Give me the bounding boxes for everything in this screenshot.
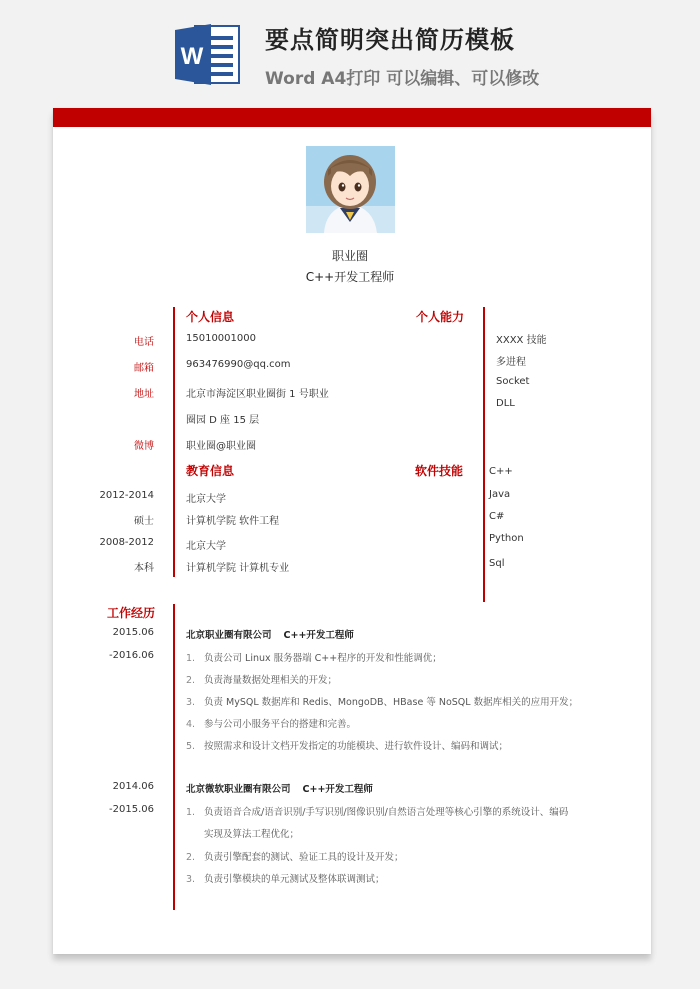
ability-item: XXXX 技能 [496, 335, 547, 346]
address-label: 地址 [134, 389, 154, 400]
section-divider-line [483, 307, 485, 602]
phone-label: 电话 [134, 337, 154, 348]
duty-item: 2. 负责引擎配套的测试、验证工具的设计及开发； [186, 852, 404, 863]
section-divider-line [173, 604, 175, 910]
resume-page [53, 108, 651, 954]
candidate-name: 职业圈 [331, 249, 368, 263]
duty-item: 实现及算法工程优化； [204, 829, 300, 840]
address-value: 北京市海淀区职业圈街 1 号职业 [186, 389, 329, 400]
job-start-date: 2015.06 [112, 627, 154, 638]
company-name: 北京微软职业圈有限公司 [186, 784, 291, 795]
address-value-cont: 圈园 D 座 15 层 [186, 415, 260, 426]
edu-school: 北京大学 [186, 494, 226, 505]
edu-major: 计算机学院 软件工程 [186, 516, 280, 527]
job-start-date: 2014.06 [112, 781, 154, 792]
job-company [186, 781, 373, 795]
edu-period: 2008-2012 [99, 537, 154, 548]
company-name: 北京职业圈有限公司 [186, 630, 272, 641]
duty-item: 5. 按照需求和设计文档开发指定的功能模块、进行软件设计、编码和调试； [186, 741, 509, 752]
software-item: Java [489, 489, 511, 500]
job-position: C++开发工程师 [283, 630, 354, 641]
ability-item: Socket [496, 376, 530, 387]
svg-text:W: W [180, 43, 204, 70]
top-accent-bar [53, 108, 651, 127]
software-item: C# [489, 511, 505, 522]
duty-item: 1. 负责公司 Linux 服务器端 C++程序的开发和性能调优； [186, 653, 442, 664]
duty-item: 3. 负责引擎模块的单元测试及整体联调测试； [186, 874, 385, 885]
template-subtitle: Word A4打印 可以编辑、可以修改 [265, 69, 540, 89]
abilities-heading: 个人能力 [416, 310, 465, 324]
work-experience-heading: 工作经历 [107, 606, 156, 620]
personal-info-heading: 个人信息 [186, 310, 235, 324]
duty-item: 1. 负责语音合成/语音识别/手写识别/图像识别/自然语言处理等核心引擎的系统设计、编码 [186, 807, 569, 818]
duty-item: 2. 负责海量数据处理相关的开发； [186, 675, 338, 686]
job-end-date: -2015.06 [109, 804, 154, 815]
email-value: 963476990@qq.com [186, 359, 291, 370]
weibo-label: 微博 [134, 441, 154, 452]
edu-period: 2012-2014 [99, 490, 154, 501]
section-divider-line [173, 307, 175, 577]
email-label: 邮箱 [134, 363, 154, 374]
word-icon [175, 22, 240, 87]
edu-degree: 本科 [134, 563, 154, 574]
profile-photo [306, 146, 395, 233]
ability-item: 多进程 [496, 357, 526, 368]
template-title: 要点简明突出简历模板 [265, 26, 515, 54]
duty-item: 3. 负责 MySQL 数据库和 Redis、MongoDB、HBase 等 NoSQL 数据库相关的应用开发； [186, 697, 579, 708]
job-company [186, 627, 354, 641]
candidate-job-title: C++开发工程师 [305, 270, 395, 284]
software-item: C++ [489, 466, 513, 477]
edu-major: 计算机学院 计算机专业 [186, 563, 290, 574]
edu-school: 北京大学 [186, 541, 226, 552]
ability-item: DLL [496, 398, 515, 409]
education-heading: 教育信息 [186, 464, 235, 478]
edu-degree: 硕士 [134, 516, 154, 527]
software-item: Python [489, 533, 524, 544]
phone-value: 15010001000 [186, 333, 256, 344]
duty-item: 4. 参与公司小服务平台的搭建和完善。 [186, 719, 357, 730]
software-item: Sql [489, 558, 505, 569]
software-skills-heading: 软件技能 [415, 464, 464, 478]
job-position: C++开发工程师 [302, 784, 373, 795]
job-end-date: -2016.06 [109, 650, 154, 661]
weibo-value: 职业圈@职业圈 [186, 441, 256, 452]
